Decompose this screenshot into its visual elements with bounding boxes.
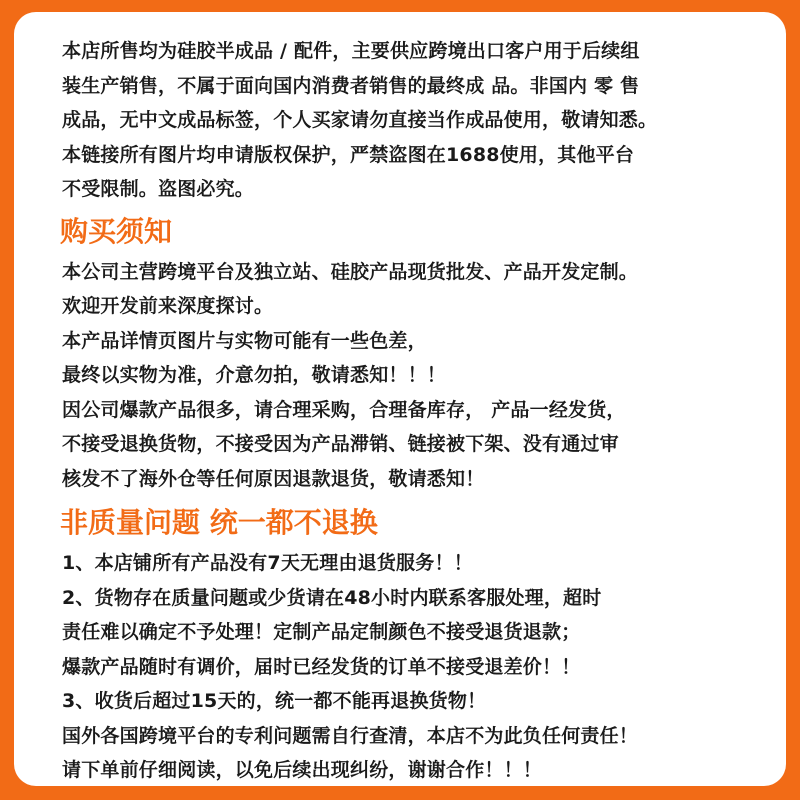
intro-line-2: 装生产销售，不属于面向国内消费者销售的最终成 品。非国内 零 售 [62, 74, 640, 97]
intro-line-4: 本链接所有图片均申请版权保护，严禁盗图在1688使用，其他平台 [62, 143, 635, 166]
no-return-line-5: 3、收货后超过15天的，统一都不能再退换货物！ [62, 690, 487, 712]
no-return-block [62, 546, 766, 786]
purchase-line-6: 不接受退换货物，不接受因为产品滞销、链接被下架、没有通过审 [62, 433, 619, 455]
purchase-line-3: 本产品详情页图片与实物可能有一些色差， [62, 329, 427, 352]
no-return-heading: 非质量问题 统一都不退换 [60, 506, 378, 539]
no-return-line-1: 1、本店铺所有产品没有7天无理由退货服务！！ [62, 552, 473, 574]
purchase-notice-heading: 购买须知 [60, 214, 173, 248]
purchase-notice-block [62, 255, 766, 497]
no-return-line-7: 请下单前仔细阅读，以免后续出现纠纷，谢谢合作！！！ [62, 759, 543, 781]
notice-card [14, 12, 786, 786]
no-return-line-2: 2、货物存在质量问题或少货请在48小时内联系客服处理，超时 [62, 586, 602, 609]
intro-line-3: 成品，无中文成品标签，个人买家请勿直接当作成品使用，敬请知悉。 [62, 109, 658, 131]
intro-line-5: 不受限制。盗图必究。 [62, 178, 255, 200]
no-return-line-3: 责任难以确定不予处理！定制产品定制颜色不接受退货退款； [62, 621, 581, 643]
intro-block [62, 34, 766, 207]
purchase-line-1: 本公司主营跨境平台及独立站、硅胶产品现货批发、产品开发定制。 [62, 260, 639, 283]
purchase-line-2: 欢迎开发前来深度探讨。 [62, 295, 274, 317]
no-return-line-6: 国外各国跨境平台的专利问题需自行查清，本店不为此负任何责任！ [62, 724, 639, 747]
intro-line-1: 本店所售均为硅胶半成品 / 配件，主要供应跨境出口客户用于后续组 [62, 40, 640, 62]
purchase-line-7: 核发不了海外仓等任何原因退款退货，敬请悉知！ [62, 467, 485, 490]
purchase-line-4: 最终以实物为准，介意勿拍，敬请悉知！！！ [62, 364, 447, 386]
purchase-line-5: 因公司爆款产品很多，请合理采购，合理备库存， 产品一经发货， [62, 398, 626, 421]
no-return-line-4: 爆款产品随时有调价，届时已经发货的订单不接受退差价！！ [62, 655, 581, 678]
